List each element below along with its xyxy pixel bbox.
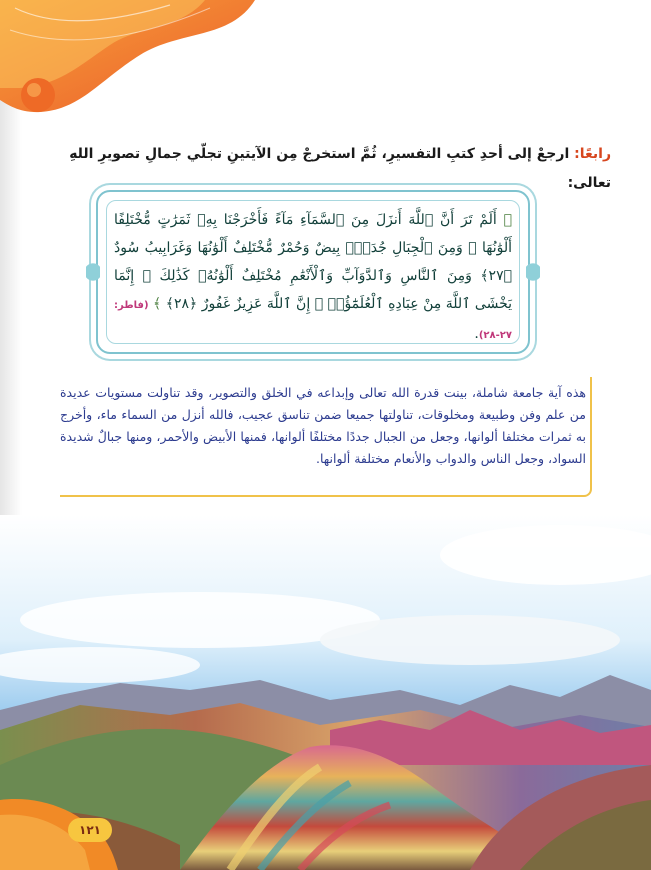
heading-label: رابعًا: bbox=[574, 146, 611, 162]
verse-open-mark: ﴿ bbox=[503, 212, 513, 228]
verse-reference: (فاطر: ٢٧-٢٨) bbox=[114, 300, 512, 341]
quran-verse-frame bbox=[96, 190, 530, 354]
frame-left-ornament-icon bbox=[86, 252, 100, 292]
frame-right-ornament-icon bbox=[526, 252, 540, 292]
explanation-paragraph: هذه آية جامعة شاملة، بينت قدرة الله تعالى وإبداعه في الخلق والتصوير، وقد تناولت مستويات عديدة من علم وفن وطبيعة ومخلوقات، تناولتها جميعا ضمن تناسق عجيب، فالله أنزل من السماء ماء، وأخرج به ثمرات مختلفا ألوانها، وجعل من الجبال جددًا مختلفًا ألوانها، فمنها الأبيض والأحمر، ومنها جبالٌ شديدة السواد، وجعل الناس والدواب والأنعام مختلفة ألوانها. bbox=[60, 385, 586, 466]
heading-text: ارجعْ إلى أحدِ كتبِ التفسيرِ، ثُمَّ استخرجْ مِن الآيتينِ تجلّي جمالِ تصويرِ اللهِ تعالى: bbox=[69, 146, 611, 191]
verse-text: أَلَمْ تَرَ أَنَّ ٱللَّهَ أَنزَلَ مِنَ ٱلسَّمَآءِ مَآءً فَأَخْرَجْنَا بِهِۦ ثَمَرَٰتٍ مُّخْتَلِفًا أَلْوَٰنُهَا ۚ وَمِنَ ٱلْجِبَالِ جُدَدٌۢ بِيضٌ وَحُمْرٌ مُّخْتَلِفٌ أَلْوَٰنُهَا وَغَرَابِيبُ سُودٌ ﴿٢٧﴾ وَمِنَ ٱلنَّاسِ وَٱلدَّوَآبِّ وَٱلْأَنْعَٰمِ مُخْتَلِفٌ أَلْوَٰنُهُۥ كَذَٰلِكَ ۗ إِنَّمَا يَخْشَى ٱللَّهَ مِنْ عِبَادِهِ ٱلْعُلَمَٰٓؤُا۟ ۗ إِنَّ ٱللَّهَ عَزِيزٌ غَفُورٌ ﴿٢٨﴾ bbox=[114, 212, 512, 312]
verse-end-dot: . bbox=[474, 326, 479, 342]
verse-close-mark: ﴾ bbox=[153, 296, 162, 312]
quran-verse bbox=[114, 206, 512, 350]
page-number: ١٢١ bbox=[68, 818, 112, 842]
orange-swirl-decoration bbox=[0, 0, 260, 140]
